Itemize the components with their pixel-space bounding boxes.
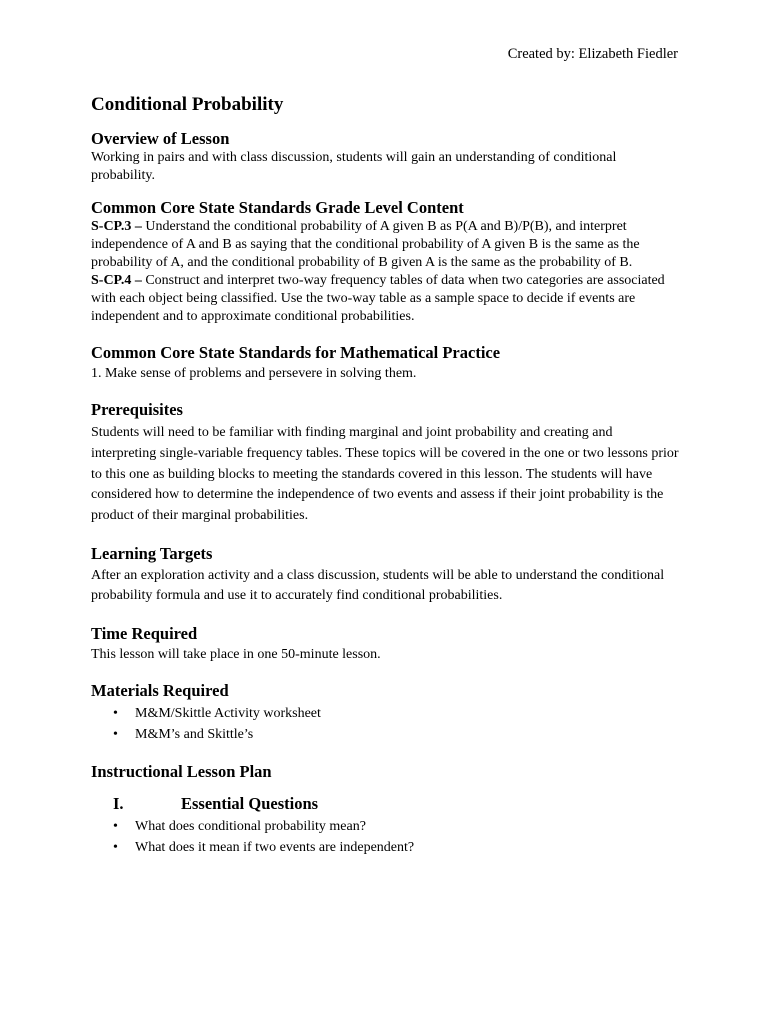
lesson-plan-section	[91, 761, 681, 858]
ccss-content-heading: Common Core State Standards Grade Level Content	[91, 198, 464, 217]
list-item: • What does conditional probability mean?	[113, 816, 681, 837]
document-body	[91, 92, 681, 870]
ccss-practice-text: 1. Make sense of problems and persevere in solving them.	[91, 366, 417, 381]
standard-code: S-CP.4 –	[91, 273, 142, 288]
created-by: Created by: Elizabeth Fiedler	[507, 46, 678, 62]
materials-heading: Materials Required	[91, 680, 229, 700]
standard-scp4	[91, 272, 681, 326]
materials-section	[91, 680, 681, 745]
time-required-section	[91, 623, 681, 664]
ccss-content-section	[91, 197, 681, 326]
essential-questions-row	[91, 794, 681, 814]
ccss-practice-section	[91, 342, 681, 383]
ccss-practice-heading: Common Core State Standards for Mathematical Practice	[91, 343, 501, 362]
overview-text: Working in pairs and with class discussion, students will gain an understanding of conditional probability.	[91, 150, 617, 183]
learning-targets-heading: Learning Targets	[91, 543, 213, 563]
materials-list	[91, 703, 681, 745]
learning-targets-section	[91, 543, 681, 607]
time-required-text: This lesson will take place in one 50-minute lesson.	[91, 646, 381, 662]
standard-code: S-CP.3 –	[91, 219, 142, 234]
overview-section	[91, 128, 681, 185]
standard-text: Construct and interpret two-way frequency tables of data when two categories are associated with each object being classified. Use the two-way table as a sample space to decide if events are independent and to approximate conditional probabilities.	[91, 273, 665, 324]
essential-questions-heading: Essential Questions	[181, 793, 319, 813]
prerequisites-heading: Prerequisites	[91, 400, 183, 419]
list-item: • M&M’s and Skittle’s	[113, 724, 681, 745]
essential-questions-list	[91, 816, 681, 858]
list-item: • M&M/Skittle Activity worksheet	[113, 703, 681, 724]
section-number: I.	[113, 793, 124, 813]
prerequisites-section	[91, 399, 681, 527]
time-required-heading: Time Required	[91, 623, 198, 643]
standard-scp3	[91, 218, 681, 272]
page-title: Conditional Probability	[91, 94, 284, 115]
standard-text: Understand the conditional probability of A given B as P(A and B)/P(B), and interpret independence of A and B as saying that the conditional probability of A given B is the same as the probability of A, and the conditional probability of B given A is the same as the probability of B.	[91, 219, 640, 270]
prerequisites-text: Students will need to be familiar with finding marginal and joint probability and creating and interpreting single-variable frequency tables. These topics will be covered in the one or two lessons prior to this one as building blocks to meeting the standards covered in this lesson. The students will have considered how to determine the independence of two events and assess if their joint probability is the product of their marginal probabilities.	[91, 425, 679, 524]
overview-heading: Overview of Lesson	[91, 129, 230, 148]
learning-targets-text: After an exploration activity and a class discussion, students will be able to understand the conditional probability formula and use it to accurately find conditional probabilities.	[91, 567, 665, 604]
lesson-plan-heading: Instructional Lesson Plan	[91, 761, 272, 781]
list-item: • What does it mean if two events are independent?	[113, 837, 681, 858]
